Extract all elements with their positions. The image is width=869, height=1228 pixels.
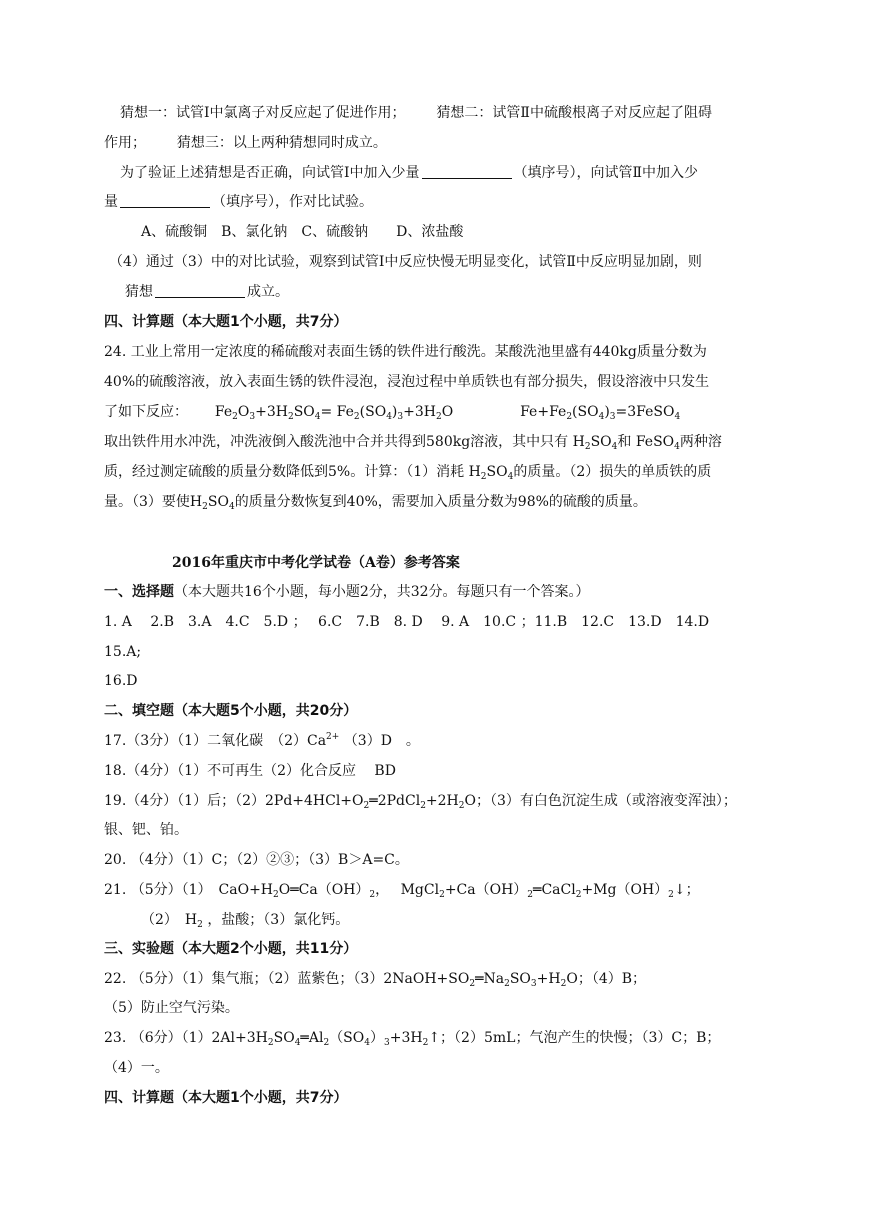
answer-21-line-2: （2） $H_2$ ，盐酸；（3）氯化钙。 — [141, 912, 350, 930]
q24-text-5a: 质，经过测定硫酸的质量分数降低到5%。计算：（1）消耗 — [104, 464, 465, 480]
a21-c: ， MgCl — [375, 882, 440, 898]
a23-c: ═Al — [300, 1030, 324, 1046]
a17-text-a: 17.（3分）（1）二氧化碳 （2）Ca — [104, 733, 327, 749]
answers-title: 2016年重庆市中考化学试卷（A卷）参考答案 — [172, 555, 460, 571]
q4-line-2 — [125, 282, 289, 302]
sec1-line-1: 1. A 2.B 3.A 4.C 5.D ； 6.C 7.B 8. D 9. A 10.C ；11.B 12.C 13.D 14.D — [104, 614, 710, 630]
guess-two: 猜想二：试管Ⅱ中硫酸根离子对反应起了阻碍 — [436, 105, 712, 121]
sec3-heading: 三、实验题（本大题2个小题，共11分） — [104, 941, 358, 957]
q4-line-1: （4）通过（3）中的对比试验，观察到试管Ⅰ中反应快慢无明显变化，试管Ⅱ中反应明显加剧，则 — [109, 254, 702, 270]
a21-line2-a: （2） H — [141, 912, 198, 928]
answer-21: 21. （5分）（1） $CaO+H_2O═Ca(OH)_2$， $MgCl_2+Ca(OH)_2═CaCl_2+Mg(OH)_2↓$； — [104, 882, 700, 900]
guesses-line-2 — [104, 133, 387, 153]
answer-23-line-2: （4）一。 — [104, 1060, 169, 1076]
a23-g: ↑；（2）5mL；气泡产生的快慢；（3）C；B； — [428, 1030, 721, 1046]
answer-23: 23. （6分）$(1)2Al+3H_2SO_4═Al_2(SO_4)_3+3H_2↑$；（2）5mL；气泡产生的快慢；（3）C；B； — [104, 1030, 721, 1048]
a22-a: 22. （5分）（1）集气瓶；（2）蓝紫色；（3）2NaOH+SO — [104, 971, 470, 987]
sec1-note: （本大题共16个小题，每小题2分，共32分。每题只有一个答案。） — [174, 584, 590, 600]
a21-f: +Mg（OH） — [581, 882, 669, 898]
a19-b: ═2PdCl — [369, 793, 421, 809]
answer-20: 20. （4分）（1）C；（2）②③；（3）B＞A=C。 — [104, 852, 409, 868]
sec1-heading: 一、选择题 — [104, 584, 174, 600]
a21-b: O═Ca（OH） — [278, 882, 370, 898]
q4-text-a: 猜想 — [125, 284, 153, 300]
q24-reaction-intro: 了如下反应： — [104, 404, 188, 420]
answer-17: 17.（3分）（1）二氧化碳 $(2)Ca^{2+}$ （3）D 。 — [104, 732, 420, 749]
verify-text-d: （填序号），作对比试验。 — [212, 194, 373, 210]
answer-22: 22. （5分）（1）集气瓶；（2）蓝紫色；$(3)2NaOH+SO_2═Na_2SO_3+H_2O$；（4）B； — [104, 971, 647, 989]
guess-two-tail: 作用； — [104, 135, 146, 151]
verify-line-2 — [104, 192, 373, 212]
verify-text-b: （填序号），向试管Ⅱ中加入少 — [513, 165, 699, 181]
sec2-heading: 二、填空题（本大题5个小题，共20分） — [104, 703, 358, 719]
q24-text-4a: 取出铁件用水冲洗，冲洗液倒入酸洗池中合并共得到580kg溶液，其中只有 — [104, 434, 569, 450]
answer-blank-tube-1[interactable] — [422, 164, 512, 179]
answer-22-line-2: （5）防止空气污染。 — [104, 1000, 239, 1016]
reaction-equation-2: $Fe+Fe_2(SO_4)_3=3FeSO_4$ — [520, 404, 681, 422]
a23-f: +3H — [389, 1030, 423, 1046]
q24-line-4 — [104, 432, 722, 452]
a23-d: （SO — [329, 1030, 365, 1046]
q4-text-b: 成立。 — [247, 284, 289, 300]
q24-text-4b: 两种溶 — [679, 434, 722, 450]
a17-text-b: （3）D 。 — [343, 733, 420, 749]
options-line: A、硫酸铜 B、氯化钠 C、硫酸钠 D、浓盐酸 — [141, 224, 464, 240]
verify-line-1 — [120, 163, 698, 183]
q24-text-6a: 量。（3）要使 — [104, 494, 190, 510]
a22-c: SO — [509, 971, 531, 987]
formula-h2so4-b: $H_2SO_4$ — [189, 494, 235, 512]
a22-b: ═Na — [475, 971, 505, 987]
a22-e: O；（4）B； — [566, 971, 647, 987]
q24-line-3 — [104, 402, 680, 422]
a22-d: +H — [536, 971, 561, 987]
a23-e: ） — [370, 1030, 384, 1046]
q24-text-5b: 的质量。（2）损失的单质铁的质 — [513, 464, 712, 480]
sec1-line-3: 16.D — [104, 673, 138, 689]
answer-18: 18.（4分）（1）不可再生（2）化合反应 BD — [104, 763, 396, 779]
guess-one: 猜想一：试管Ⅰ中氯离子对反应起了促进作用； — [120, 105, 406, 121]
answer-19: 19.（4分）（1）后；$(2)2Pd+4HCl+O_2═2PdCl_2+2H_2O$；（3）有白色沉淀生成（或溶液变浑浊）； — [104, 793, 737, 811]
sec1-heading-line — [104, 582, 590, 602]
a23-b: SO — [273, 1030, 295, 1046]
guess-three: 猜想三：以上两种猜想同时成立。 — [176, 135, 387, 151]
answer-blank-tube-2[interactable] — [120, 193, 210, 208]
a21-d: +Ca（OH） — [444, 882, 528, 898]
a19-c: +2H — [425, 793, 459, 809]
q24-line-2: 40%的硫酸溶液，放入表面生锈的铁件浸泡，浸泡过程中单质铁也有部分损失，假设溶液中只发生 — [104, 374, 710, 390]
a21-g: ↓； — [673, 882, 700, 898]
verify-text-c: 量 — [104, 194, 118, 210]
a19-d: O；（3）有白色沉淀生成（或溶液变浑浊）； — [464, 793, 737, 809]
a21-a: 21. （5分）（1） CaO+H — [104, 882, 274, 898]
formula-h2so4-feso4: $H_2SO_4$和 FeSO$_4$ — [572, 434, 680, 452]
calc-heading: 四、计算题（本大题1个小题，共7分） — [104, 314, 348, 330]
sec4-heading: 四、计算题（本大题1个小题，共7分） — [104, 1090, 348, 1106]
q24-line-1: 24. 工业上常用一定浓度的稀硫酸对表面生锈的铁件进行酸洗。某酸洗池里盛有440kg质量分数为 — [104, 344, 707, 360]
q24-line-5 — [104, 462, 711, 482]
formula-h2so4: $H_2SO_4$ — [468, 464, 514, 482]
q24-text-6b: 的质量分数恢复到40%，需要加入质量分数为98%的硫酸的质量。 — [234, 494, 647, 510]
a21-e: ═CaCl — [533, 882, 576, 898]
reaction-equation-1: $Fe_2O_3+3H_2SO_4= Fe_2(SO_4)_3+3H_2O$ — [214, 404, 454, 422]
answer-19-line-2: 银、钯、铂。 — [104, 822, 188, 838]
sec1-line-2: 15.A; — [104, 644, 142, 660]
answer-blank-guess[interactable] — [155, 283, 245, 298]
q24-line-6 — [104, 492, 647, 512]
verify-text-a: 为了验证上述猜想是否正确，向试管Ⅰ中加入少量 — [120, 165, 420, 181]
a21-line2-b: ，盐酸；（3）氯化钙。 — [207, 912, 350, 928]
a23-a: 23. （6分）（1）2Al+3H — [104, 1030, 268, 1046]
a19-a: 19.（4分）（1）后；（2）2Pd+4HCl+O — [104, 793, 364, 809]
guesses-line-1 — [120, 103, 712, 123]
